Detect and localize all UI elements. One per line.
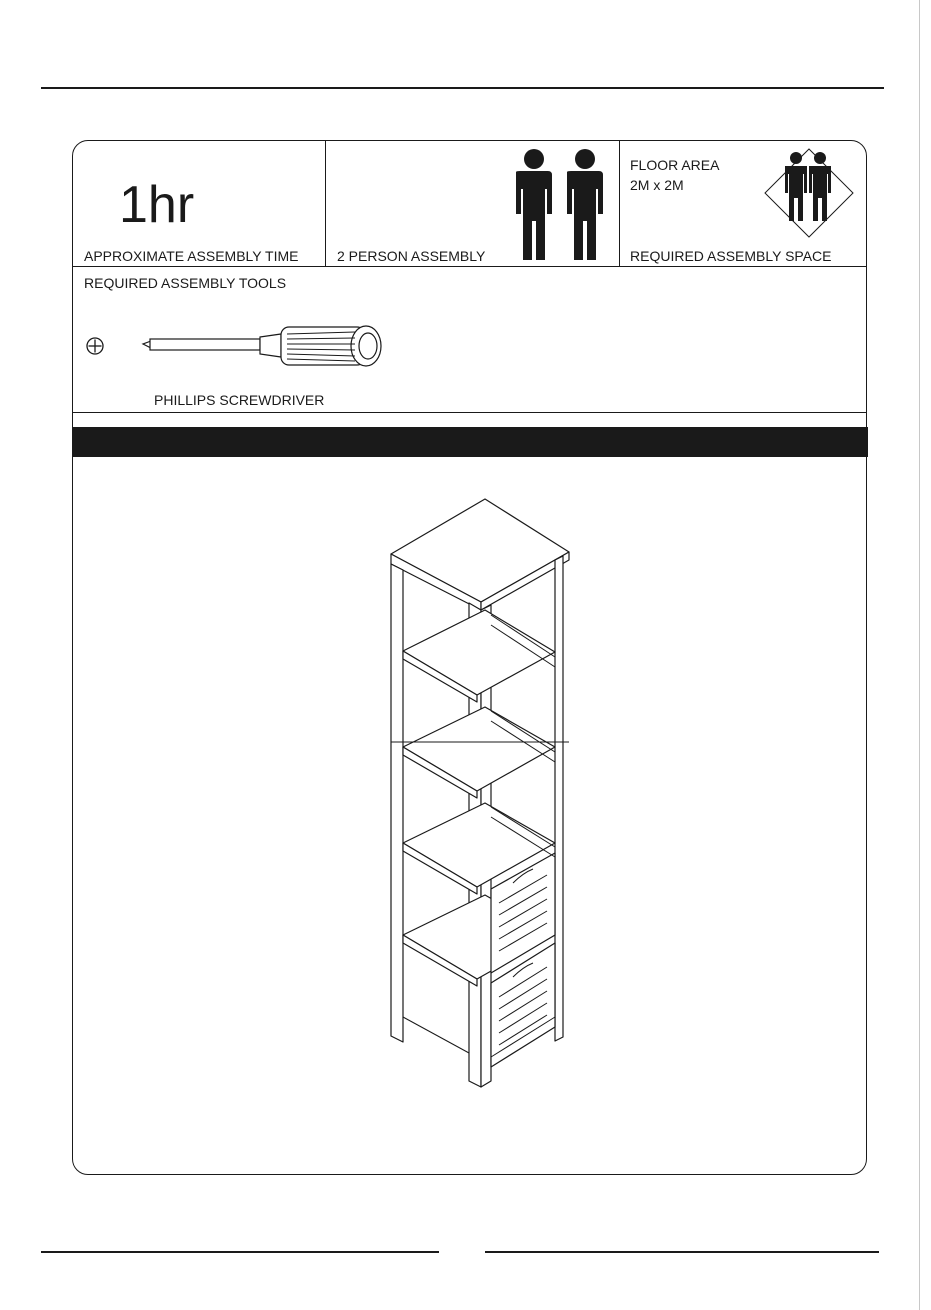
section-header-bar bbox=[72, 427, 868, 457]
tools-heading: REQUIRED ASSEMBLY TOOLS bbox=[84, 275, 287, 291]
page-edge bbox=[919, 0, 920, 1310]
assembly-time-cell bbox=[73, 141, 326, 266]
bottom-rule-right bbox=[485, 1251, 879, 1253]
person-assembly-caption: 2 PERSON ASSEMBLY bbox=[337, 248, 486, 264]
two-people-icon bbox=[506, 147, 616, 262]
phillips-head-icon bbox=[85, 336, 105, 356]
assembly-space-caption: REQUIRED ASSEMBLY SPACE bbox=[630, 248, 832, 264]
tall-cabinet-illustration bbox=[387, 497, 587, 1097]
assembly-space-cell bbox=[620, 141, 866, 266]
bottom-rule-left bbox=[41, 1251, 439, 1253]
phillips-screwdriver-icon bbox=[141, 322, 391, 372]
floor-area-size: 2M x 2M bbox=[630, 177, 684, 193]
assembly-info-panel bbox=[72, 140, 867, 1175]
assembly-time-caption: APPROXIMATE ASSEMBLY TIME bbox=[84, 248, 299, 264]
assembly-tools-row bbox=[73, 267, 866, 413]
assembly-time-value: 1hr bbox=[119, 176, 195, 234]
tool-label-screwdriver: PHILLIPS SCREWDRIVER bbox=[154, 392, 325, 408]
people-in-diamond-icon bbox=[763, 147, 855, 239]
floor-area-title: FLOOR AREA bbox=[630, 157, 720, 173]
assembly-requirements-row bbox=[73, 141, 866, 267]
top-rule bbox=[41, 87, 884, 89]
person-assembly-cell bbox=[326, 141, 620, 266]
